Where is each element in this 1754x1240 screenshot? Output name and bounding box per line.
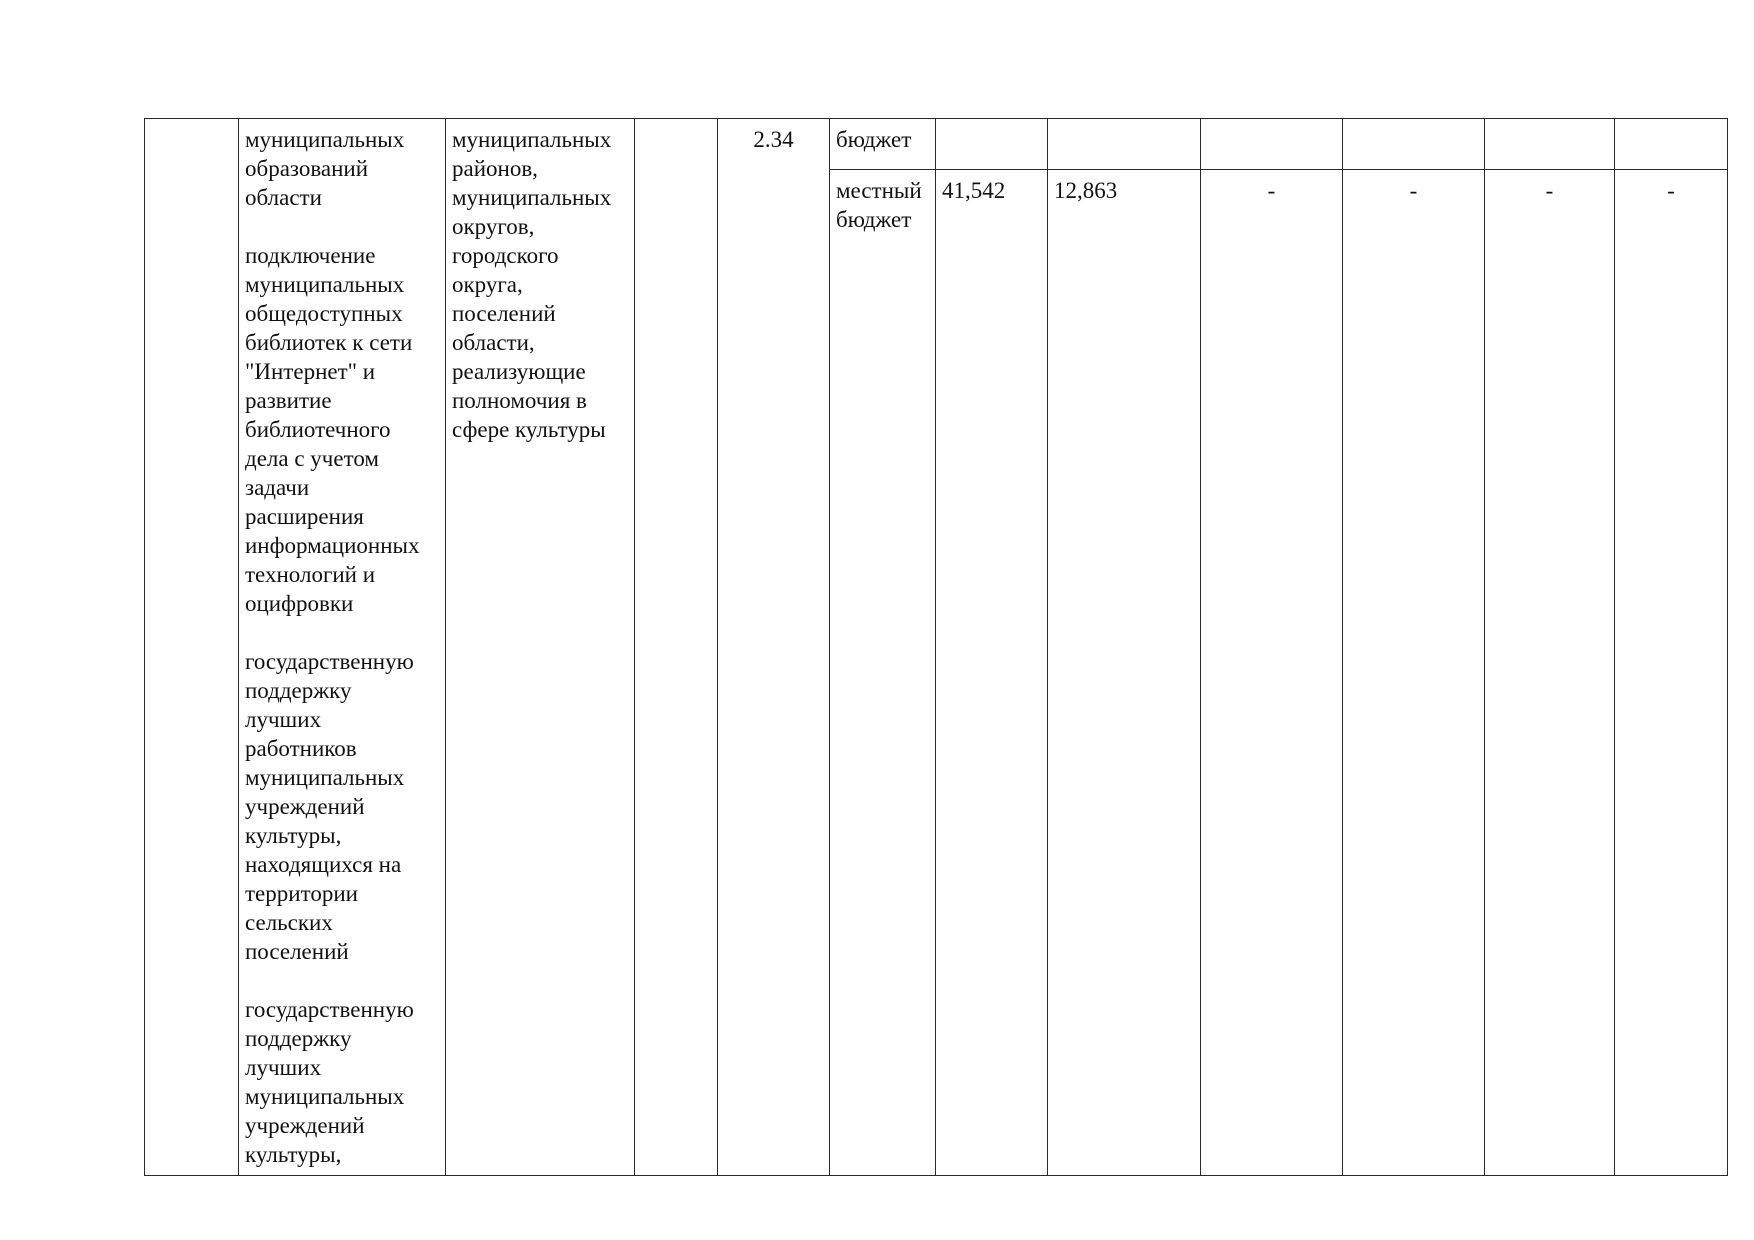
table-cell-year-3: - (1343, 170, 1485, 1176)
program-funding-table (144, 118, 1728, 1176)
table-cell-year-1: 12,863 (1048, 170, 1201, 1176)
table-cell-year-2 (1201, 119, 1343, 170)
table-cell-code: 2.34 (718, 119, 830, 1176)
table-cell-funding-source: бюджет (830, 119, 936, 170)
table-cell-year-5 (1615, 119, 1728, 170)
table-cell-year-5: - (1615, 170, 1728, 1176)
table-cell-total: 41,542 (936, 170, 1048, 1176)
table-row (145, 119, 1728, 170)
table-cell-executors: муниципальных районов, муниципальных округов, городского округа, поселений области, реализующие полномочия в сфере культуры (446, 119, 635, 1176)
table-cell-description: муниципальных образований области подключение муниципальных общедоступных библиотек к сети "Интернет" и развитие библиотечного дела с учетом задачи расширения информационных технологий и оцифровки государственную поддержку лучших работников муниципальных учреждений культуры, находящихся на территории сельских поселений государственную поддержку лучших муниципальных учреждений культуры, (239, 119, 446, 1176)
table-cell-empty (635, 119, 718, 1176)
table-cell-index (145, 119, 239, 1176)
table-cell-total (936, 119, 1048, 170)
table-cell-year-2: - (1201, 170, 1343, 1176)
table-cell-funding-source: местный бюджет (830, 170, 936, 1176)
table-cell-year-1 (1048, 119, 1201, 170)
table-cell-year-4: - (1485, 170, 1615, 1176)
table-cell-year-3 (1343, 119, 1485, 170)
table-cell-year-4 (1485, 119, 1615, 170)
